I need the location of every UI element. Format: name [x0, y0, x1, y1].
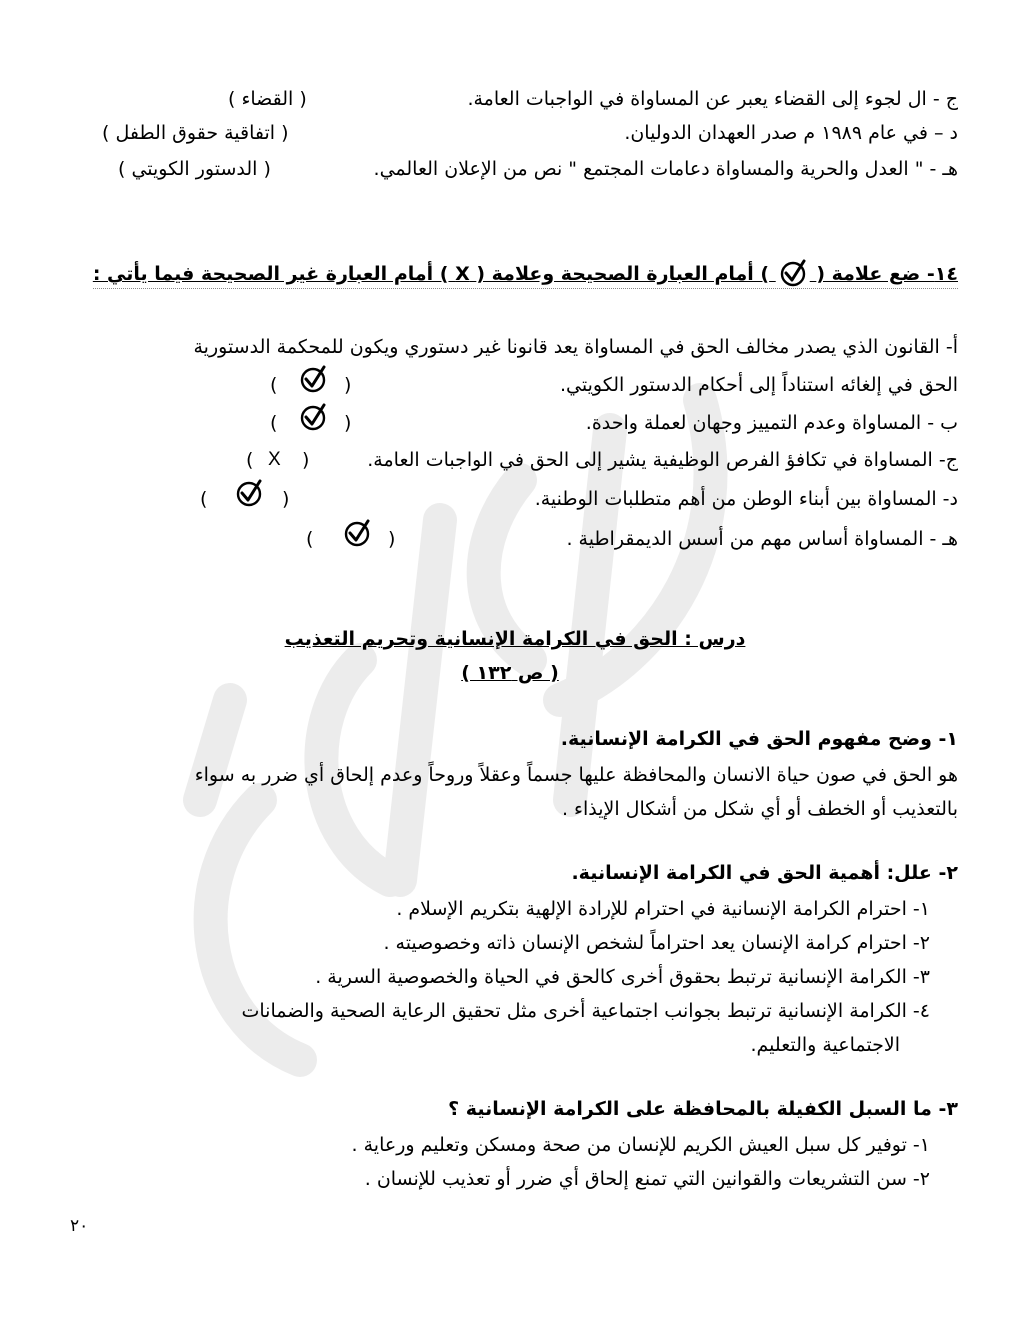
lesson-title: درس : الحق في الكرامة الإنسانية وتحريم التعذيب	[284, 628, 746, 650]
q14-title	[93, 261, 958, 289]
q14-item-e: هـ - المساواة أساس مهم من أسس الديمقراطية .	[566, 528, 958, 550]
q2-line-1: ١- احترام الكرامة الإنسانية في احترام للإرادة الإلهية بتكريم الإسلام .	[396, 898, 930, 920]
prev-item-c-answer: ( القضاء )	[228, 88, 307, 110]
prev-item-e: هـ - " العدل والحرية والمساواة دعامات المجتمع " نص من الإعلان العالمي.	[373, 158, 958, 180]
prev-item-c: ج - ال لجوء إلى القضاء يعبر عن المساواة في الواجبات العامة.	[467, 88, 958, 110]
q2-title: ٢- علل: أهمية الحق في الكرامة الإنسانية.	[571, 862, 958, 884]
q2-line-3: ٣- الكرامة الإنسانية ترتبط بحقوق أخرى كالحق في الحياة والخصوصية السرية .	[315, 966, 930, 988]
q14-title-x: X	[455, 263, 470, 285]
page-number: ٢٠	[70, 1216, 89, 1236]
q14-item-a-paren-open: )	[270, 374, 278, 396]
lesson-page-ref: ( ص ١٣٢ )	[461, 662, 559, 684]
q14-item-d: د- المساواة بين أبناء الوطن من أهم متطلبات الوطنية.	[534, 488, 958, 510]
q1-line-2: بالتعذيب أو الخطف أو أي شكل من أشكال الإيذاء .	[561, 798, 958, 820]
check-circle-icon	[776, 262, 810, 288]
q3-line-2: ٢- سن التشريعات والقوانين التي تمنع إلحاق أي ضرر أو تعذيب للإنسان .	[364, 1168, 930, 1190]
q14-item-b-paren-open: )	[270, 412, 278, 434]
q14-item-b-paren-close: (	[344, 412, 352, 434]
q3-line-1: ١- توفير كل سبل العيش الكريم للإنسان من صحة ومسكن وتعليم ورعاية .	[351, 1134, 930, 1156]
q14-title-part-b: ) أمام العبارة الصحيحة وعلامة (	[476, 263, 770, 285]
prev-item-d: د – في عام ١٩٨٩ م صدر العهدان الدوليان.	[624, 122, 958, 144]
q14-item-d-paren-close: (	[282, 488, 290, 510]
prev-item-d-answer: ( اتفاقية حقوق الطفل )	[102, 122, 289, 144]
q14-item-c-mark: X	[268, 449, 281, 470]
q14-item-c-paren-open: )	[246, 449, 254, 471]
q14-item-b: ب - المساواة وعدم التمييز وجهان لعملة واحدة.	[585, 412, 958, 434]
q14-title-part-c: ) أمام العبارة غير الصحيحة فيما يأتي :	[92, 263, 449, 285]
check-circle-icon	[234, 478, 264, 508]
q14-title-part-a: ١٤- ضع علامة (	[816, 263, 958, 285]
q14-item-c-paren-close: (	[302, 449, 310, 471]
q14-item-a-line2: الحق في إلغائه استناداً إلى أحكام الدستور الكويتي.	[560, 374, 958, 396]
q2-line-5: الاجتماعية والتعليم.	[750, 1034, 900, 1056]
check-circle-icon	[298, 364, 328, 394]
q14-item-c: ج- المساواة في تكافؤ الفرص الوظيفية يشير إلى الحق في الواجبات العامة.	[367, 449, 958, 471]
q14-item-a-line1: أ- القانون الذي يصدر مخالف الحق في المساواة يعد قانونا غير دستوري ويكون للمحكمة الدستورية	[193, 336, 958, 358]
q14-item-a-paren-close: (	[344, 374, 352, 396]
q2-line-4: ٤- الكرامة الإنسانية ترتبط بجوانب اجتماعية أخرى مثل تحقيق الرعاية الصحية والضمانات	[241, 1000, 930, 1022]
q14-item-e-paren-close: (	[388, 528, 396, 550]
q2-line-2: ٢- احترام كرامة الإنسان يعد احتراماً لشخص الإنسان ذاته وخصوصيته .	[383, 932, 930, 954]
check-circle-icon	[342, 518, 372, 548]
q1-line-1: هو الحق في صون حياة الانسان والمحافظة عليها جسماً وعقلاً وروحاً وعدم إلحاق أي ضرر به سواء	[194, 764, 958, 786]
check-circle-icon	[298, 402, 328, 432]
q3-title: ٣- ما السبل الكفيلة بالمحافظة على الكرامة الإنسانية ؟	[448, 1098, 958, 1120]
q14-item-d-paren-open: )	[200, 488, 208, 510]
q14-item-e-paren-open: )	[306, 528, 314, 550]
q1-title: ١- وضح مفهوم الحق في الكرامة الإنسانية.	[560, 728, 958, 750]
prev-item-e-answer: ( الدستور الكويتي )	[118, 158, 271, 180]
